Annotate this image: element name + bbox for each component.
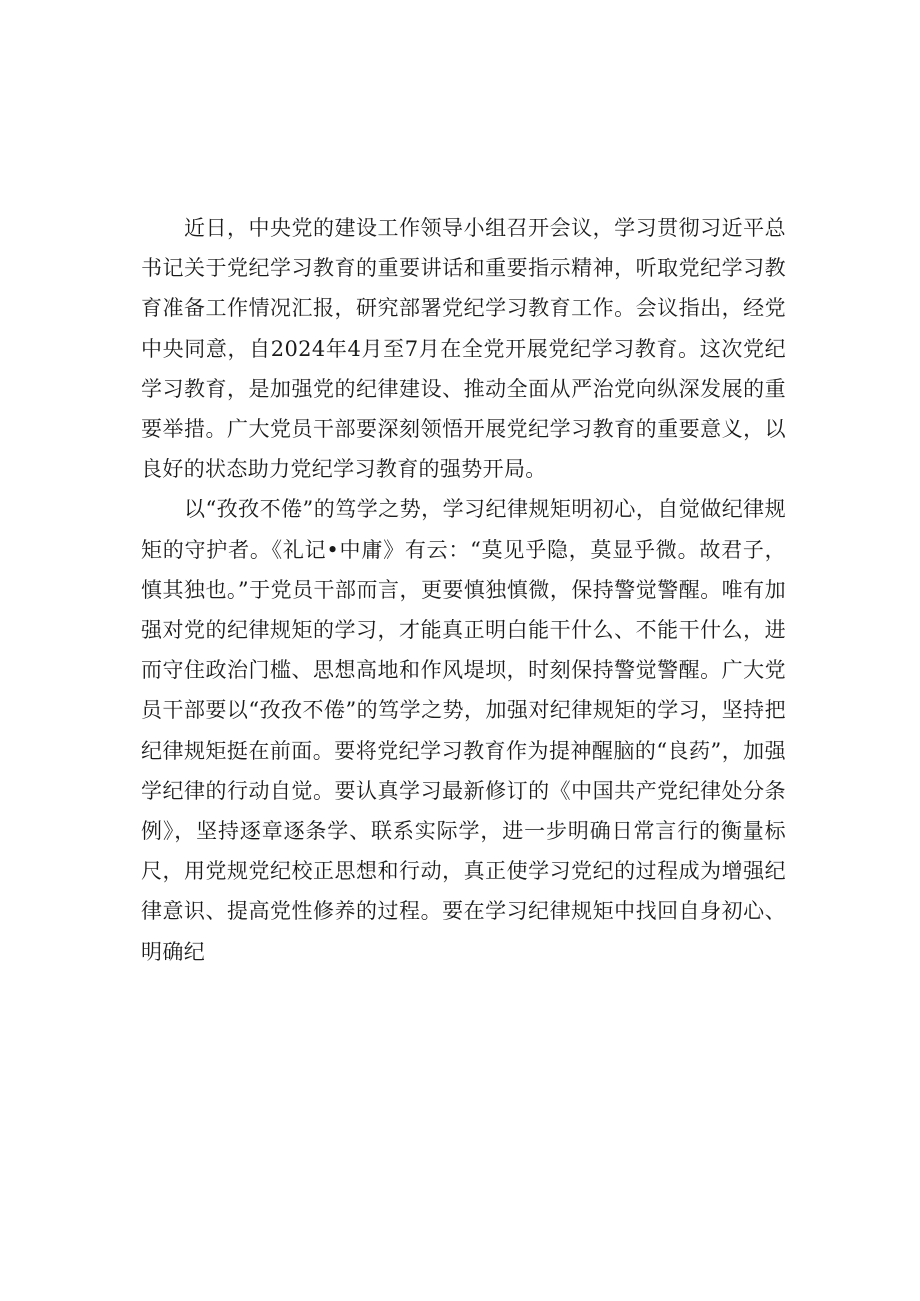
document-body	[141, 208, 786, 972]
paragraph-2: 以“孜孜不倦”的笃学之势，学习纪律规矩明初心，自觉做纪律规矩的守护者。《礼记•中庸》有云：“莫见乎隐，莫显乎微。故君子，慎其独也。”于党员干部而言，更要慎独慎微，保持警觉警醒。唯有加强对党的纪律规矩的学习，才能真正明白能干什么、不能干什么，进而守住政治门槛、思想高地和作风堤坝，时刻保持警觉警醒。广大党员干部要以“孜孜不倦”的笃学之势，加强对纪律规矩的学习，坚持把纪律规矩挺在前面。要将党纪学习教育作为提神醒脑的“良药”，加强学纪律的行动自觉。要认真学习最新修订的《中国共产党纪律处分条例》，坚持逐章逐条学、联系实际学，进一步明确日常言行的衡量标尺，用党规党纪校正思想和行动，真正使学习党纪的过程成为增强纪律意识、提高党性修养的过程。要在学习纪律规矩中找回自身初心、明确纪	[141, 497, 786, 964]
paragraph-1: 近日，中央党的建设工作领导小组召开会议，学习贯彻习近平总书记关于党纪学习教育的重要讲话和重要指示精神，听取党纪学习教育准备工作情况汇报，研究部署党纪学习教育工作。会议指出，经党中央同意，自2024年4月至7月在全党开展党纪学习教育。这次党纪学习教育，是加强党的纪律建设、推动全面从严治党向纵深发展的重要举措。广大党员干部要深刻领悟开展党纪学习教育的重要意义，以良好的状态助力党纪学习教育的强势开局。	[141, 216, 786, 482]
